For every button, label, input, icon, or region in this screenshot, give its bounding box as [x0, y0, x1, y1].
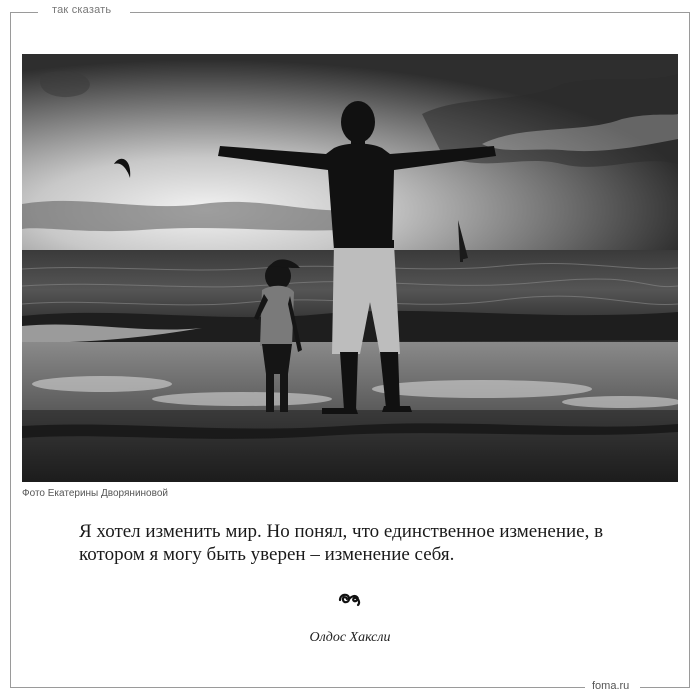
sand — [22, 410, 678, 482]
frame-border-bottom-left — [10, 687, 585, 688]
flourish-icon — [336, 590, 364, 608]
frame-border-right — [689, 12, 690, 688]
section-label: так сказать — [52, 4, 112, 16]
frame-border-bottom-right — [640, 687, 690, 688]
beach-photo — [22, 54, 678, 482]
site-label[interactable]: foma.ru — [592, 680, 630, 692]
frame-border-top-right — [130, 12, 690, 13]
quote-text: Я хотел изменить мир. Но понял, что единственное изменение, в котором я могу быть уверен – изменение себя. — [79, 521, 604, 565]
photo-credit: Фото Екатерины Дворяниновой — [22, 488, 168, 499]
frame-border-top-left — [10, 12, 38, 13]
frame-border-left — [10, 12, 11, 688]
quote-author: Олдос Хаксли — [309, 630, 391, 645]
